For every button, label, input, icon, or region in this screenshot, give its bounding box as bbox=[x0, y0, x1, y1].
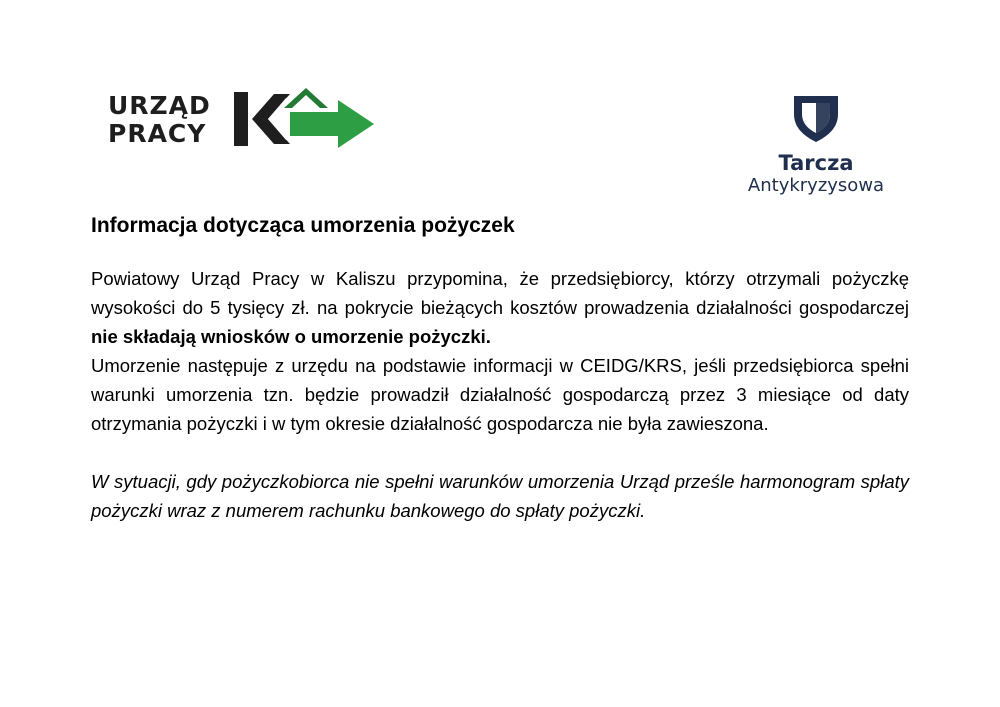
paragraph-3: W sytuacji, gdy pożyczkobiorca nie spełni warunków umorzenia Urząd prześle harmonogram spłaty pożyczki wraz z numerem rachunku bankowego do spłaty pożyczki. bbox=[91, 471, 909, 521]
paragraph-1-text: Powiatowy Urząd Pracy w Kaliszu przypomina, że przedsiębiorcy, którzy otrzymali pożyczkę wysokości do 5 tysięcy zł. na pokrycie bieżących kosztów prowadzenia działalności gospodarczej bbox=[91, 268, 909, 318]
paragraph-1 bbox=[91, 264, 909, 351]
arrow-logo-icon bbox=[234, 86, 380, 152]
tarcza-antykryzysowa-logo bbox=[728, 92, 904, 202]
shield-icon bbox=[788, 92, 844, 144]
urzad-pracy-logo-text bbox=[108, 92, 211, 148]
document-heading: Informacja dotycząca umorzenia pożyczek bbox=[91, 214, 515, 237]
logo-line-1: URZĄD bbox=[108, 91, 211, 120]
logo-title: Tarcza bbox=[778, 151, 854, 175]
paragraph-2: Umorzenie następuje z urzędu na podstawie informacji w CEIDG/KRS, jeśli przedsiębiorca spełni warunki umorzenia tzn. będzie prowadził działalność gospodarczą przez 3 miesiące od daty otrzymania pożyczki i w tym okresie działalność gospodarcza nie była zawieszona. bbox=[91, 355, 909, 434]
logo-subtitle: Antykryzysowa bbox=[747, 175, 885, 196]
logo-line-2: PRACY bbox=[108, 119, 207, 148]
urzad-pracy-logo bbox=[108, 86, 380, 156]
paragraph-1-bold: nie składają wniosków o umorzenie pożyczki. bbox=[91, 326, 491, 347]
document-body bbox=[91, 212, 909, 525]
